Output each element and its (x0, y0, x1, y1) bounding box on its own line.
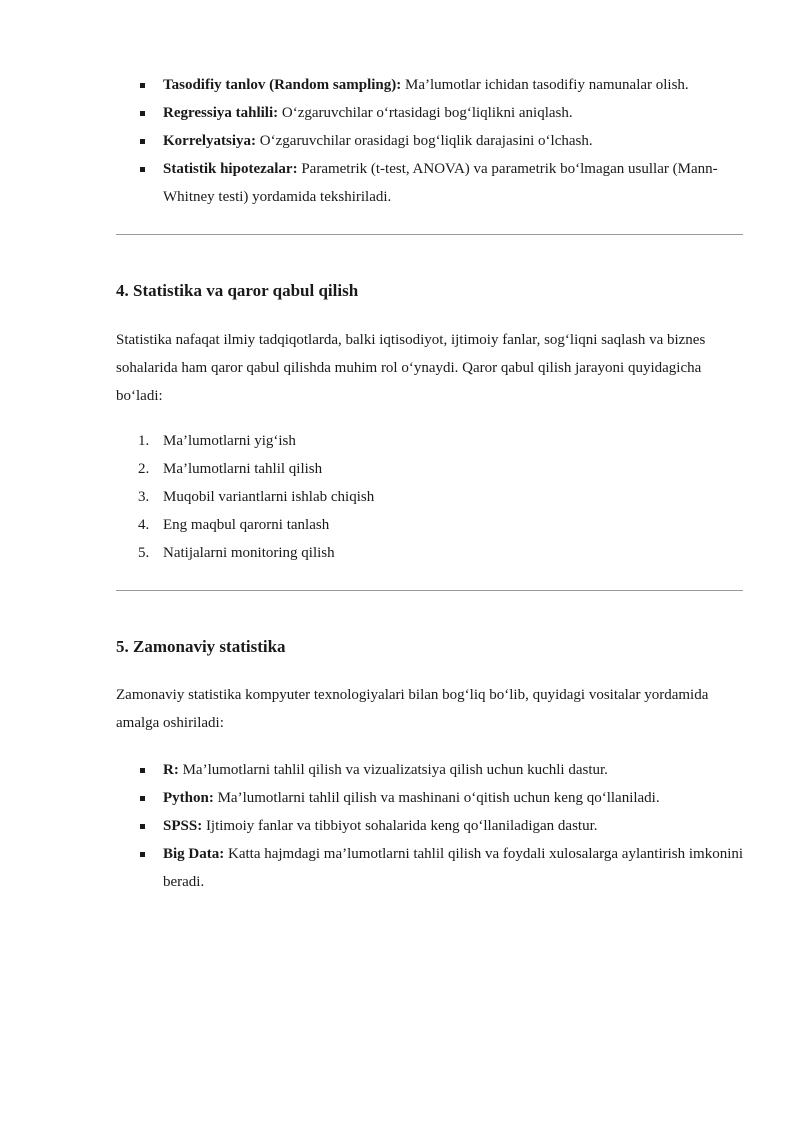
list-item-number: 4. (138, 517, 150, 533)
list-item-text: Ma’lumotlar ichidan tasodifiy namunalar olish. (405, 77, 689, 93)
list-item (116, 127, 746, 155)
section-4-intro: Statistika nafaqat ilmiy tadqiqotlarda, balki iqtisodiyot, ijtimoiy fanlar, sog‘liqni saqlash va biznes sohalarida ham qaror qabul qilishda muhim rol o‘ynaydi. Qaror qabul qilish jarayoni quyidagicha bo‘ladi: (116, 332, 706, 404)
list-item-term: Big Data: (163, 846, 225, 862)
list-item-text: Muqobil variantlarni ishlab chiqish (163, 489, 375, 505)
list-item-text: Ma’lumotlarni yig‘ish (163, 433, 296, 449)
list-item (116, 71, 746, 99)
list-item-text: Ijtimoiy fanlar va tibbiyot sohalarida keng qo‘llaniladigan dastur. (205, 818, 598, 834)
list-item-number: 1. (138, 433, 150, 449)
list-item-number: 2. (138, 461, 150, 477)
section-5-intro: Zamonaviy statistika kompyuter texnologiyalari bilan bog‘liq bo‘lib, quyidagi vositalar yordamida amalga oshiriladi: (116, 687, 709, 731)
list-item-text: Ma’lumotlarni tahlil qilish va mashinani o‘qitish uchun keng qo‘llaniladi. (217, 790, 660, 806)
list-item (116, 155, 746, 211)
section-5-heading: 5. Zamonaviy statistika (116, 637, 286, 656)
list-item-text: Katta hajmdagi ma’lumotlarni tahlil qilish va foydali xulosalarga aylantirish imkonini beradi. (163, 846, 744, 890)
list-item-number: 5. (138, 545, 150, 561)
list-item-text: O‘zgaruvchilar orasidagi bog‘liqlik darajasini o‘lchash. (259, 133, 593, 149)
list-item-term: R: (163, 762, 179, 778)
section-divider (116, 590, 743, 591)
list-item-term: Tasodifiy tanlov (Random sampling): (163, 77, 402, 93)
list-item (116, 483, 746, 511)
list-item-text: Ma’lumotlarni tahlil qilish (163, 461, 323, 477)
list-item-text: Parametrik (t-test, ANOVA) va parametrik bo‘lmagan usullar (Mann-Whitney testi) yordamida tekshiriladi. (163, 161, 718, 205)
list-item (116, 812, 746, 840)
list-item (116, 539, 746, 567)
list-item-term: Regressiya tahlili: (163, 105, 279, 121)
list-item (116, 840, 746, 896)
decision-steps-list (116, 427, 746, 567)
list-item (116, 511, 746, 539)
list-item-term: Python: (163, 790, 214, 806)
list-item-text: Ma’lumotlarni tahlil qilish va vizualizatsiya qilish uchun kuchli dastur. (182, 762, 608, 778)
methods-list (116, 71, 746, 211)
list-item (116, 455, 746, 483)
list-item-text: Natijalarni monitoring qilish (163, 545, 335, 561)
tools-list (116, 756, 746, 896)
section-4-heading: 4. Statistika va qaror qabul qilish (116, 281, 359, 300)
list-item (116, 99, 746, 127)
list-item-term: Statistik hipotezalar: (163, 161, 298, 177)
list-item-term: Korrelyatsiya: (163, 133, 257, 149)
list-item-text: Eng maqbul qarorni tanlash (163, 517, 330, 533)
list-item-number: 3. (138, 489, 150, 505)
list-item (116, 427, 746, 455)
list-item (116, 756, 746, 784)
section-divider (116, 234, 743, 235)
list-item-term: SPSS: (163, 818, 203, 834)
list-item (116, 784, 746, 812)
list-item-text: O‘zgaruvchilar o‘rtasidagi bog‘liqlikni aniqlash. (281, 105, 573, 121)
